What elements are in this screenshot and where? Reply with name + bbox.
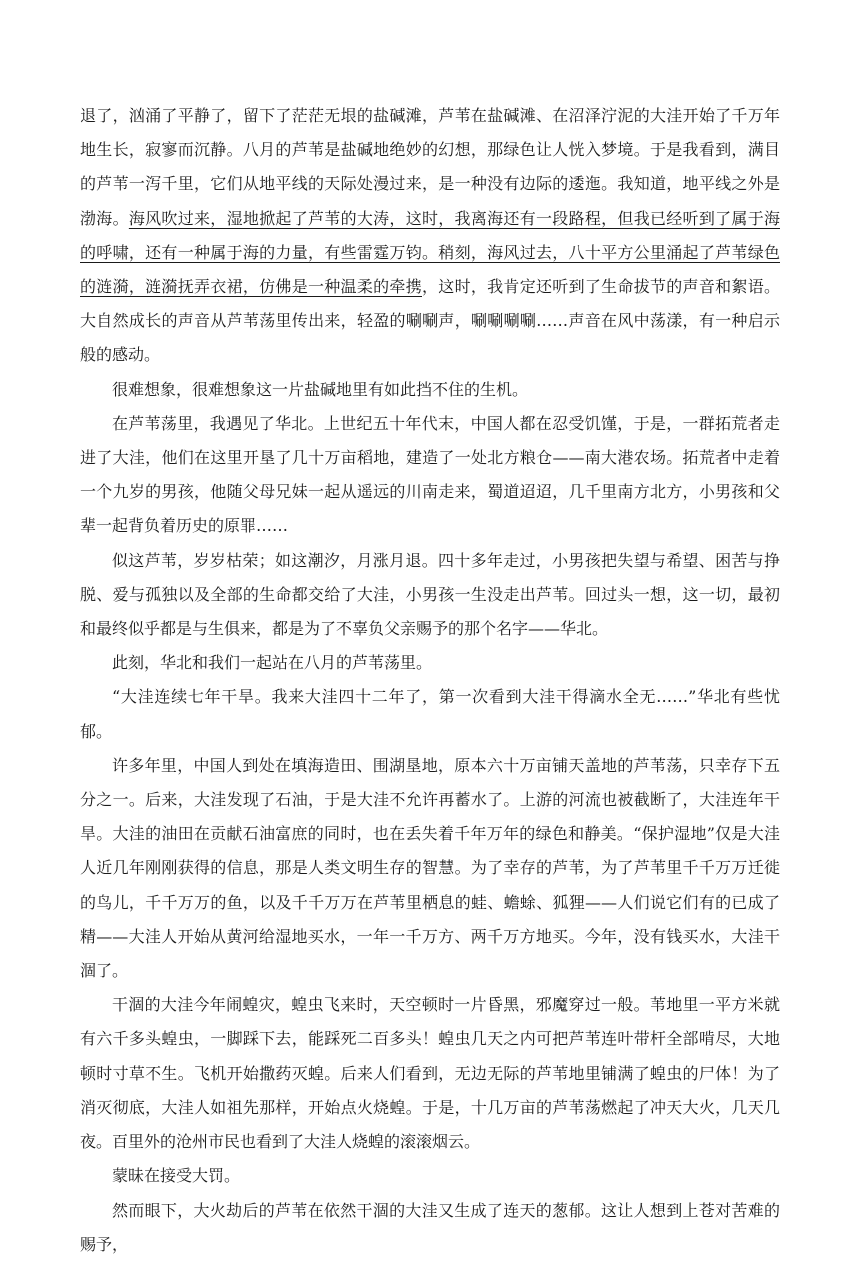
paragraph-text: 退了，汹涌了平静了，留下了茫茫无垠的盐碱滩，芦苇在盐碱滩、在沼泽泞泥的大洼开始了千万年地生长，寂寥而沉静。八月的芦苇是盐碱地绝妙的幻想，那绿色让人恍入梦境。于是我看到，满目的芦苇一泻千里，它们从地平线的天际处漫过来，是一种没有边际的逶迤。我知道，地平线之外是渤海。 [80,106,780,228]
paragraph-text: 许多年里，中国人到处在填海造田、围湖垦地，原本六十万亩铺天盖地的芦苇荡，只幸存下五分之一。后来，大洼发现了石油，于是大洼不允许再蓄水了。上游的河流也被截断了，大洼连年干旱。大洼的油田在贡献石油富庶的同时，也在丢失着千年万年的绿色和静美。“保护湿地”仅是大洼人近几年刚刚获得的信息，那是人类文明生存的智慧。为了幸存的芦苇，为了芦苇里千千万万迁徙的鸟儿，千千万万的鱼，以及千千万万在芦苇里栖息的蛙、蟾蜍、狐狸——人们说它们有的已成了精——大洼人开始从黄河给湿地买水，一年一千万方、两千万方地买。今年，没有钱买水，大洼干涸了。 [80,755,780,981]
paragraph-text: 此刻，华北和我们一起站在八月的芦苇荡里。 [112,653,433,673]
paragraph [80,544,780,647]
paragraph [80,680,780,748]
paragraph [80,1159,780,1193]
paragraph [80,373,780,407]
paragraph-text: 似这芦苇，岁岁枯荣；如这潮汐，月涨月退。四十多年走过，小男孩把失望与希望、困苦与挣脱、爱与孤独以及全部的生命都交给了大洼，小男孩一生没走出芦苇。回过头一想，这一切，最初和最终似乎都是与生俱来，都是为了不辜负父亲赐予的那个名字——华北。 [80,550,780,639]
paragraph [80,749,780,988]
article-body [80,99,780,1262]
paragraph [80,646,780,680]
paragraph [80,988,780,1159]
paragraph-text: 很难想象，很难想象这一片盐碱地里有如此挡不住的生机。 [112,379,529,399]
paragraph-text: “大洼连续七年干旱。我来大洼四十二年了，第一次看到大洼干得滴水全无……”华北有些忧郁。 [80,687,780,741]
paragraph-text: 在芦苇荡里，我遇见了华北。上世纪五十年代末，中国人都在忍受饥馑，于是，一群拓荒者走进了大洼，他们在这里开垦了几十万亩稻地，建造了一处北方粮仓——南大港农场。拓荒者中走着一个九岁的男孩，他随父母兄妹一起从遥远的川南走来，蜀道迢迢，几千里南方北方，小男孩和父辈一起背负着历史的原罪…… [80,413,780,536]
paragraph [80,99,780,373]
underlined-text: 海风吹过来，湿地掀起了芦苇的大涛，这时，我离海还有一段路程，但我已经听到了属于海的呼啸，还有一种属于海的力量，有些雷霆万钧。稍刻，海风过去，八十平方公里涌起了芦苇绿色的涟漪，涟漪抚弄衣裙，仿佛是一种温柔的牵携 [80,208,780,297]
paragraph [80,1194,780,1262]
paragraph-text: 蒙昧在接受大罚。 [112,1166,241,1186]
paragraph-text: 然而眼下，大火劫后的芦苇在依然干涸的大洼又生成了连天的葱郁。这让人想到上苍对苦难的赐予， [80,1200,780,1254]
paragraph-text: ，这时，我肯定还听到了生命拔节的声音和絮语。大自然成长的声音从芦苇荡里传出来，轻盈的唰唰声，唰唰唰唰……声音在风中荡漾，有一种启示般的感动。 [80,277,780,365]
paragraph [80,407,780,544]
paragraph-text: 干涸的大洼今年闹蝗灾，蝗虫飞来时，天空顿时一片昏黑，邪魔穿过一般。苇地里一平方米就有六千多头蝗虫，一脚踩下去，能踩死二百多头！蝗虫几天之内可把芦苇连叶带杆全部啃尽，大地顿时寸草不生。飞机开始撒药灭蝗。后来人们看到，无边无际的芦苇地里铺满了蝗虫的尸体！为了消灭彻底，大洼人如祖先那样，开始点火烧蝗。于是，十几万亩的芦苇荡燃起了冲天大火，几天几夜。百里外的沧州市民也看到了大洼人烧蝗的滚滚烟云。 [80,995,780,1152]
